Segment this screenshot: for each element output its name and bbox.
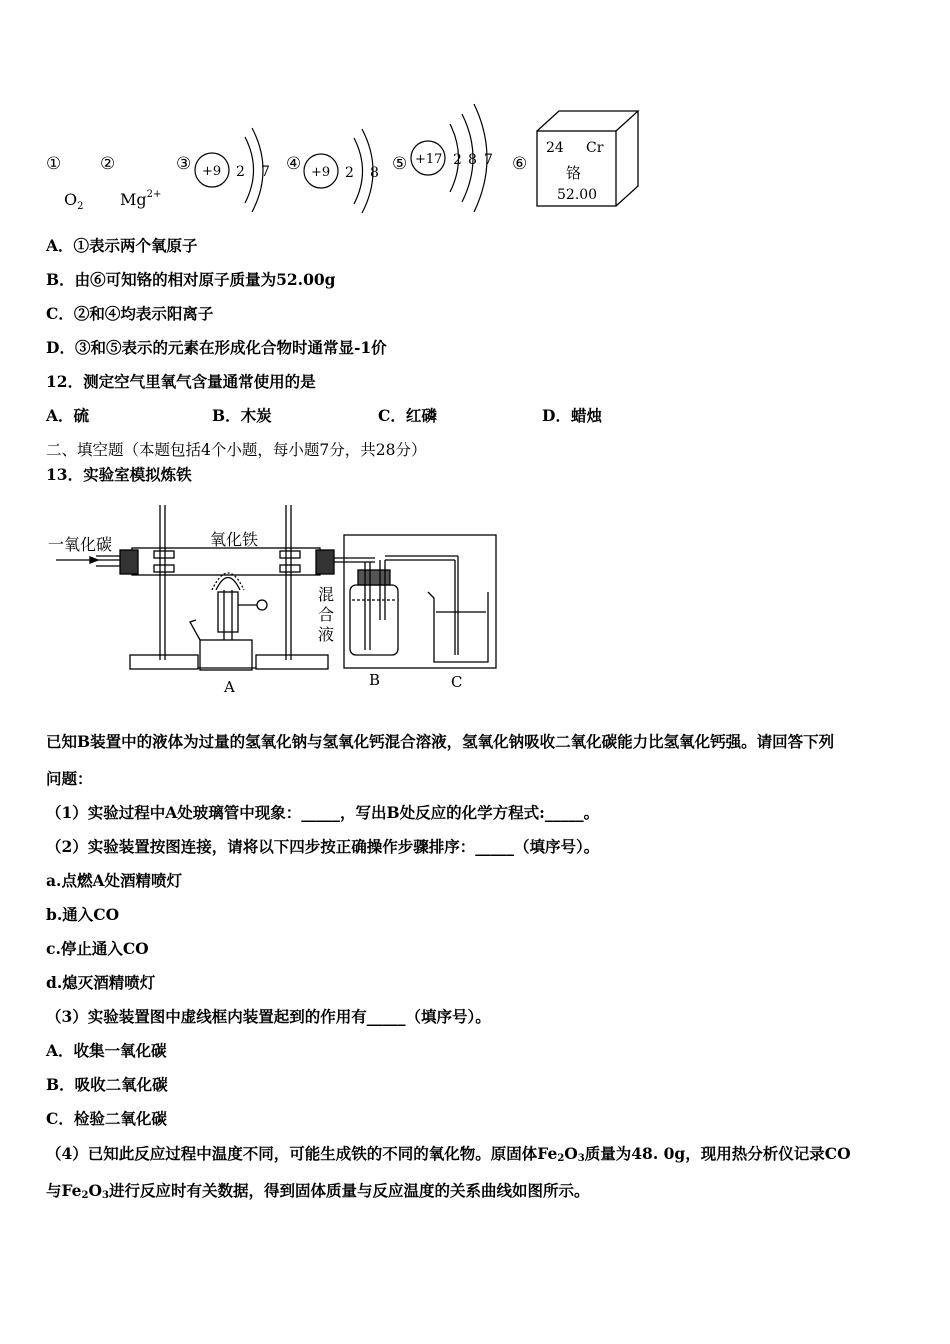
q13-sub2: （2）实验装置按图连接，请将以下四步按正确操作步骤排序：_____（填序号）。: [46, 837, 600, 856]
atom5-shell-1: 2: [453, 152, 462, 168]
q13-step-c: c.停止通入CO: [46, 939, 149, 958]
section-heading: 二、填空题（本题包括4个小题，每小题7分，共28分）: [46, 441, 427, 459]
apparatus-figure: [0, 500, 950, 700]
q13-intro-line1: 已知B装置中的液体为过量的氢氧化钠与氢氧化钙混合溶液，氢氧化钠吸收二氧化碳能力比氢氧化钙强。请回答下列: [46, 732, 835, 751]
q13-sub3-option-b: B．吸收二氧化碳: [46, 1075, 168, 1094]
q13-sub4-line1: （4）已知此反应过程中温度不同，可能生成铁的不同的氧化物。原固体$Fe_2O_3$质量为48. 0g，现用热分析仪记录CO: [46, 1144, 851, 1164]
q13-sub3: （3）实验装置图中虚线框内装置起到的作用有_____（填序号）。: [46, 1007, 491, 1026]
q13-stem: 13．实验室模拟炼铁: [46, 465, 192, 484]
marker-3: ③: [176, 154, 192, 174]
marker-4: ④: [286, 154, 302, 174]
q12-option-b: B．木炭: [212, 406, 272, 425]
atom4-nucleus: +9: [311, 165, 331, 180]
q12-option-a: A．硫: [46, 406, 90, 425]
q13-sub1: （1）实验过程中A处玻璃管中现象：_____，写出B处反应的化学方程式:_____。: [46, 803, 600, 822]
q13-intro-line2: 问题：: [46, 769, 93, 788]
q11-option-b: B．由⑥可知铬的相对原子质量为52.00g: [46, 270, 336, 289]
q13-sub3-option-a: A．收集一氧化碳: [46, 1041, 167, 1060]
atom4-shell-1: 2: [345, 165, 354, 181]
mg-ion-formula: $Mg^{2+}$: [120, 189, 162, 209]
q13-step-b: b.通入CO: [46, 905, 120, 924]
q13-sub3-option-c: C．检验二氧化碳: [46, 1109, 167, 1128]
atom-structure-figure: [0, 95, 950, 220]
q11-option-a: A．①表示两个氧原子: [46, 236, 198, 255]
q12-stem: 12．测定空气里氧气含量通常使用的是: [46, 372, 316, 391]
mix-label-1: 混: [318, 585, 335, 604]
marker-6: ⑥: [512, 154, 528, 174]
atom3-shell-1: 2: [236, 164, 245, 180]
element-number: 24: [546, 140, 564, 156]
atom5-shell-3: 7: [484, 152, 493, 168]
q13-step-d: d.熄灭酒精喷灯: [46, 973, 156, 992]
element-name: 铬: [566, 164, 582, 182]
marker-1: ①: [46, 154, 62, 174]
atom4-shell-2: 8: [370, 165, 379, 181]
o2-formula: $O_2$: [64, 190, 84, 212]
element-mass: 52.00: [557, 187, 598, 203]
atom5-nucleus: +17: [415, 152, 443, 167]
q12-option-c: C．红磷: [378, 406, 437, 425]
marker-2: ②: [100, 154, 116, 174]
mix-label-2: 合: [318, 605, 335, 624]
q11-option-d: D．③和⑤表示的元素在形成化合物时通常显-1价: [46, 338, 387, 357]
q13-step-a: a.点燃A处酒精喷灯: [46, 871, 182, 890]
label-c: C: [451, 673, 463, 691]
atom3-nucleus: +9: [202, 164, 222, 179]
atom3-shell-2: 7: [261, 164, 270, 180]
gas-label: 一氧化碳: [48, 535, 113, 554]
q12-option-d: D．蜡烛: [542, 406, 602, 425]
marker-5: ⑤: [392, 154, 408, 174]
q11-option-c: C．②和④均表示阳离子: [46, 304, 214, 323]
mix-label-3: 液: [318, 625, 335, 644]
oxide-label: 氧化铁: [210, 530, 259, 549]
atom5-shell-2: 8: [468, 152, 477, 168]
label-b: B: [369, 671, 381, 689]
element-symbol: Cr: [586, 140, 604, 156]
q13-sub4-line2: 与$Fe_2O_3$进行反应时有关数据，得到固体质量与反应温度的关系曲线如图所示。: [46, 1181, 590, 1201]
label-a: A: [224, 678, 235, 696]
